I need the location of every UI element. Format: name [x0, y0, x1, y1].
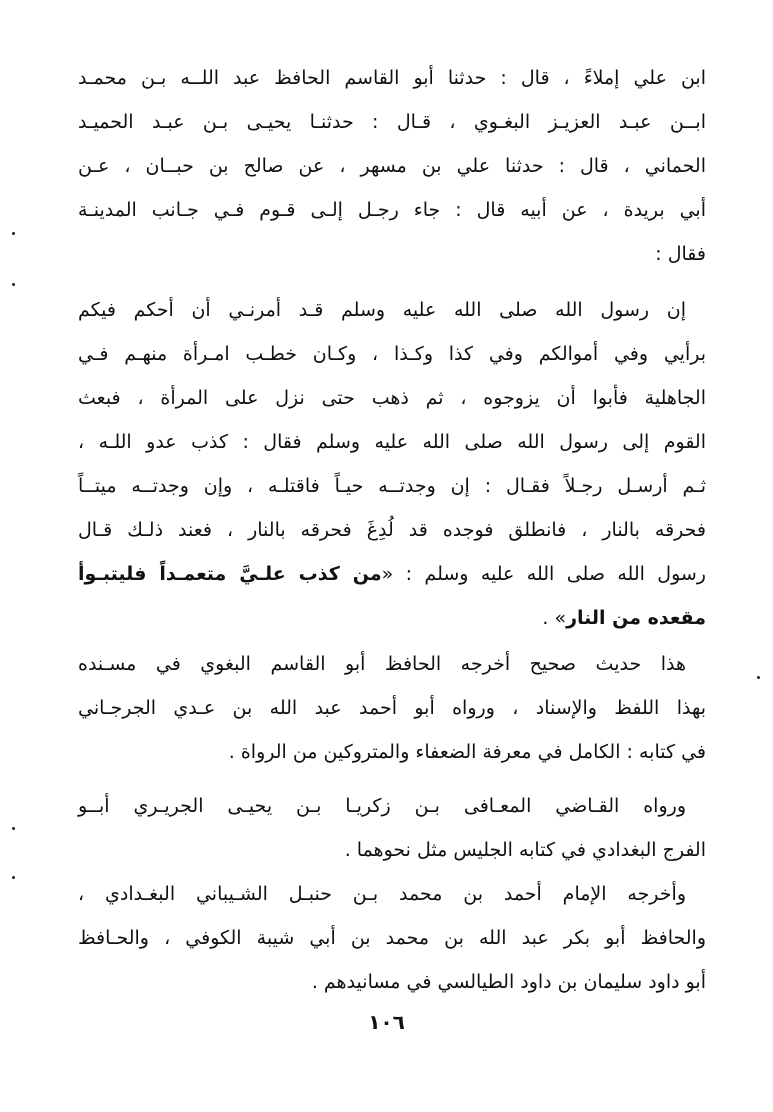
page-number: ١٠٦: [368, 1010, 405, 1034]
text-line: القوم إلى رسول الله صلى الله عليه وسلم فقال : كذب عدو اللـه ،: [78, 431, 706, 453]
text-line: أبو داود سليمان بن داود الطيالسي في مسانيدهم .: [311, 971, 706, 993]
margin-mark: [12, 827, 15, 830]
text-line: ابــن عبـد العزيـز البغـوي ، قـال : حدثنـا يحيـى بـن عبـد الحميـد: [78, 111, 706, 133]
text-line: هذا حديث صحيح أخرجه الحافظ أبو القاسم البغوي في مسـنده: [78, 653, 686, 675]
margin-mark: [12, 876, 15, 879]
text-segment: رسول الله صلى الله عليه وسلم : «: [381, 563, 706, 585]
text-line: الفرج البغدادي في كتابه الجليس مثل نحوهما .: [344, 839, 706, 861]
text-line-hadith: [78, 554, 706, 594]
text-line: ابن علي إملاءً ، قال : حدثنا أبو القاسم الحافظ عبد اللــه بـن محمـد: [78, 67, 706, 89]
text-line: ثـم أرسـل رجـلاً فقـال : إن وجدتــه حيـاً فاقتلـه ، وإن وجدتــه ميتــاً: [78, 475, 706, 497]
text-line: في كتابه : الكامل في معرفة الضعفاء والمتروكين من الرواة .: [228, 741, 706, 763]
margin-mark: [12, 283, 15, 286]
text-line: ورواه القـاضي المعـافى بـن زكريـا بـن يحيـى الجريـري أبــو: [78, 795, 686, 817]
hadith-quote: مقعده من النار: [566, 607, 706, 629]
text-line: الحماني ، قال : حدثنا علي بن مسهر ، عن صالح بن حبــان ، عـن: [78, 155, 706, 177]
body-text: [78, 0, 706, 1000]
text-line: إن رسول الله صلى الله عليه وسلم قـد أمرنـي أن أحكم فيكم: [78, 299, 686, 321]
text-line: برأيي وفي أموالكم وفي كذا وكـذا ، وكـان خطـب امـرأة منهـم فـي: [78, 343, 706, 365]
text-line: فقال :: [655, 243, 706, 265]
margin-mark: [757, 676, 760, 679]
text-segment: » .: [542, 607, 567, 629]
hadith-quote: من كذب علـيَّ متعمـداً فليتبـوأ: [78, 563, 382, 585]
text-line: الجاهلية فأبوا أن يزوجوه ، ثم ذهب حتى نزل على المرأة ، فبعث: [78, 387, 706, 409]
text-line: أبي بريدة ، عن أبيه قال : جاء رجـل إلـى قـوم فـي جـانب المدينـة: [78, 199, 706, 221]
text-line: وأخرجه الإمام أحمد بن محمد بـن حنبـل الشـيباني البغـدادي ،: [78, 883, 686, 905]
text-line: فحرقه بالنار ، فانطلق فوجده قد لُدِغَ فحرقه بالنار ، فعند ذلـك قـال: [78, 519, 706, 541]
text-line: والحافظ أبو بكر عبد الله بن محمد بن أبي شيبة الكوفي ، والحـافظ: [78, 927, 706, 949]
text-line-hadith: [78, 598, 706, 638]
margin-mark: [12, 232, 15, 235]
text-line: بهذا اللفظ والإسناد ، ورواه أبو أحمد عبد الله بن عـدي الجرجـاني: [78, 697, 706, 719]
